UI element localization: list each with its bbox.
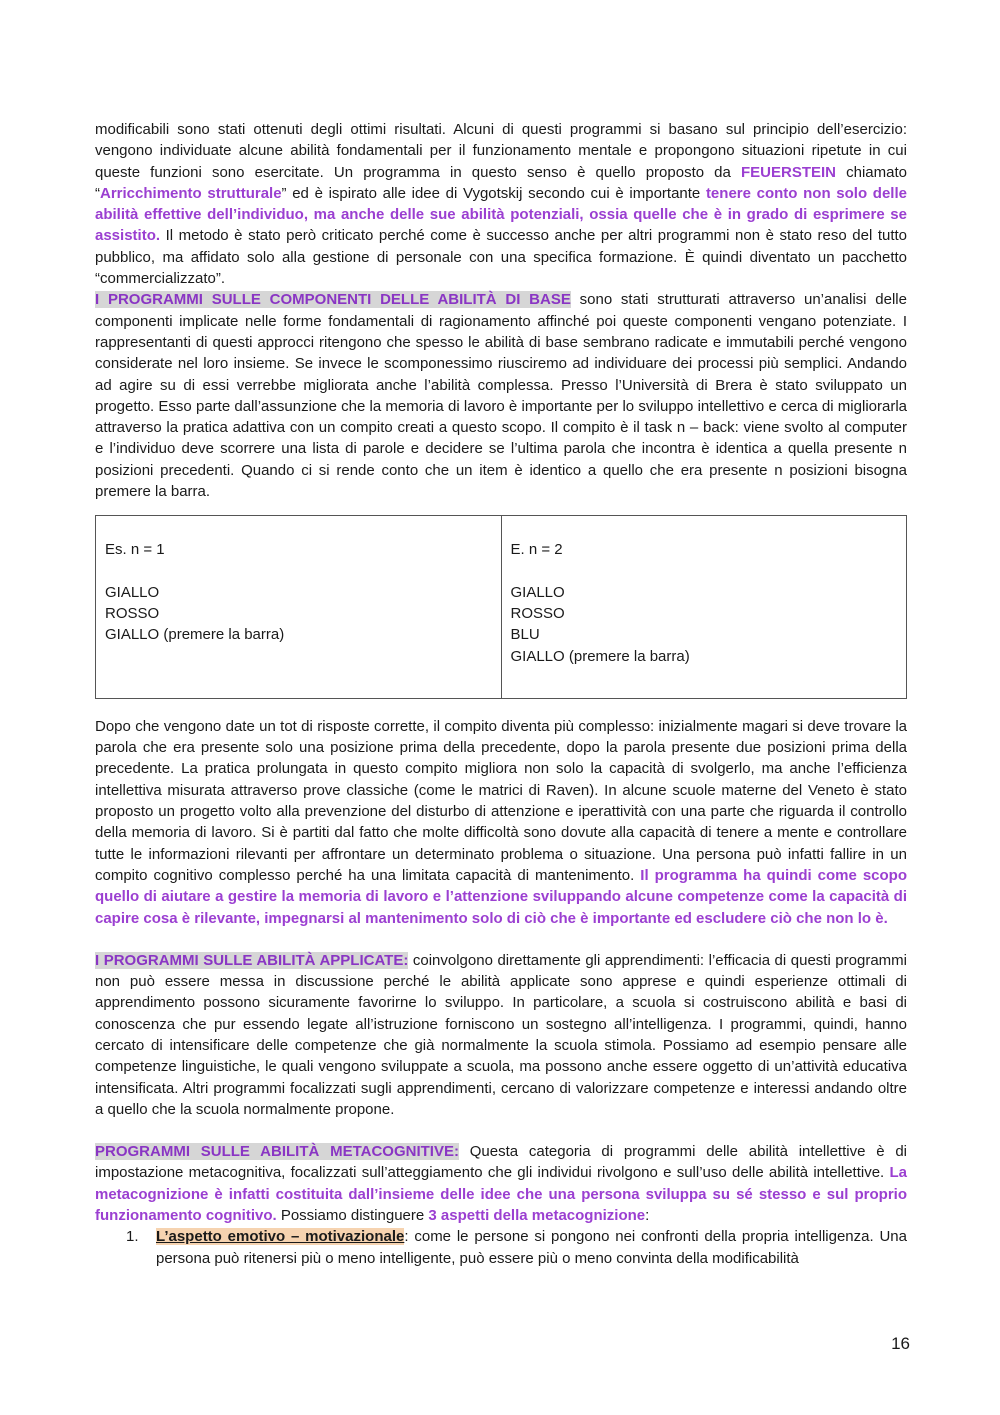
example-line: GIALLO (premere la barra) bbox=[105, 626, 285, 644]
example-cell-right bbox=[501, 516, 907, 698]
page-number: 16 bbox=[891, 1334, 910, 1353]
text: sono stati strutturati attraverso un’analisi delle componenti implicate nelle forme fondamentali di ragionamento affinché poi queste componenti vengano potenziate. I rappresentanti di questi approcci ritengono che spesso le abilità di base sembrano radicate e immutabili perché vengono considerate nel loro insieme. Se invece le scomponessimo riusciremo ad individuare dei processi più semplici. Andando ad agire su di essi verrebbe migliorata anche l’abilità complessa. Presso l’Università di Brera è stato sviluppato un progetto. Esso parte dall’assunzione che la memoria di lavoro è importante per lo sviluppo intellettivo e cerca di migliorarla attraverso la pratica adattiva con un compito creati a questo scopo. Il compito è il task n – back: viene svolto al computer e l’individuo deve scorrere una lista di parole e decidere se l’ultima parola che incontra è identica a quella presente n posizioni precedenti. Quando ci si rende conto che un item è identico a quello che era presente n posizioni bisogna premere la barra. bbox=[95, 291, 907, 501]
example-line: ROSSO bbox=[105, 604, 160, 622]
list-item bbox=[95, 1226, 907, 1269]
aspect-label: L’aspetto emotivo – motivazionale bbox=[156, 1228, 405, 1246]
example-title: E. n = 2 bbox=[510, 541, 563, 559]
text: coinvolgono direttamente gli apprendimenti: l’efficacia di questi programmi non può essere messa in discussione perché le abilità applicate sono apprese e quindi esperienze ottimali di apprendimento possono sicuramente favorirne lo sviluppo. In particolare, a scuola si costruiscono abilità e basi di conoscenza che pur essendo legate all’istruzione forniscono un sostegno all’intelligenza. I programmi, quindi, hanno cercato di intensificare delle competenze che già normalmente la scuola stimola. Possiamo ad esempio pensare alle competenze linguistiche, le quali vengono sviluppate a scuola, ma possono anche essere oggetto di un’attività educativa intensificata. Altri programmi focalizzati sugli apprendimenti, cercano di valorizzare competenze e interessi andando oltre a quello che la scuola normalmente propone. bbox=[95, 951, 907, 1118]
text: Il metodo è stato però criticato perché come è successo anche per altri programmi non è stato reso del tutto pubblico, ma affidato solo alla gestione di personale con una specifica formazione. È quindi diventato un pacchetto “commercializzato”. bbox=[95, 227, 907, 288]
text: : bbox=[645, 1207, 650, 1225]
highlighted-text: tenere conto non solo delle abilità effettive dell’individuo, ma anche delle sue abilità potenziali, ossia quelle che è in grado di esprimere se assistito. bbox=[95, 184, 907, 245]
text: Dopo che vengono date un tot di risposte corrette, il compito diventa più complesso: inizialmente magari si deve trovare la parola che era presente solo una posizione prima della precedente, dopo la parola presente due posizioni prima della precedente. La pratica prolungata in questo compito migliora non solo la capacità di svolgerlo, ma anche l’efficienza intellettiva misurata attraverso prove classiche (come le matrici di Raven). In alcune scuole materne del Veneto è stato proposto un progetto volto alla prevenzione del disturbo di attenzione e iperattività con una parte che riguarda il controllo della memoria di lavoro. Si è partiti dal fatto che molte difficoltà sono dovute alla capacità di tenere a mente e controllare tutte le informazioni rilevanti per affrontare un determinato problema o situazione. Una persona può infatti fallire in un compito cognitivo complesso perché ha una limitata capacità di mantenimento. bbox=[95, 717, 907, 884]
text: Questa categoria di programmi delle abilità intellettive è di impostazione metacognitiva, focalizzati sull’atteggiamento che gli individui rivolgono e sull’uso delle abilità intellettive. bbox=[95, 1143, 907, 1182]
paragraph-componenti bbox=[95, 289, 907, 502]
paragraph-metacognitive bbox=[95, 1141, 907, 1226]
section-heading: I PROGRAMMI SULLE COMPONENTI DELLE ABILITÀ DI BASE bbox=[95, 291, 571, 309]
text: modificabili sono stati ottenuti degli ottimi risultati. Alcuni di questi programmi si basano sul principio dell’esercizio: vengono individuate alcune abilità fondamentali per il funzionamento mentale e propongono situazioni ripetute in cui queste funzioni sono esercitate. Un programma in questo senso è quello proposto da bbox=[95, 121, 907, 181]
feuerstein-name: FEUERSTEIN bbox=[741, 163, 837, 181]
text: chiamato “ bbox=[95, 163, 907, 202]
example-title: Es. n = 1 bbox=[105, 541, 165, 559]
list-number: 1. bbox=[126, 1228, 139, 1246]
text: ” ed è ispirato alle idee di Vygotskij secondo cui è importante bbox=[281, 184, 706, 202]
example-line: GIALLO (premere la barra) bbox=[510, 647, 690, 665]
text: Possiamo distinguere bbox=[276, 1207, 429, 1225]
example-line: GIALLO bbox=[510, 583, 565, 601]
example-cell-left bbox=[96, 516, 502, 698]
document-page bbox=[95, 119, 907, 1269]
section-heading: PROGRAMMI SULLE ABILITÀ METACOGNITIVE: bbox=[95, 1143, 459, 1161]
highlighted-text: Il programma ha quindi come scopo quello di aiutare a gestire la memoria di lavoro e l’attenzione sviluppando alcune competenze come la capacità di capire cosa è rilevante, impegnarsi al mantenimento solo di ciò che è importante ed escludere ciò che non lo è. bbox=[95, 866, 908, 927]
paragraph-task bbox=[95, 716, 907, 929]
section-heading: I PROGRAMMI SULLE ABILITÀ APPLICATE: bbox=[95, 951, 409, 969]
highlighted-text: 3 aspetti della metacognizione bbox=[428, 1207, 646, 1225]
aspects-list bbox=[95, 1226, 907, 1269]
text: : come le persone si pongono nei confronti della propria intelligenza. Una persona può ritenersi più o meno intelligente, può essere più o meno convinta della modificabilità bbox=[156, 1228, 907, 1267]
example-table bbox=[95, 515, 907, 698]
program-name: Arricchimento strutturale bbox=[100, 184, 282, 202]
highlighted-text: La metacognizione è infatti costituita dall’insieme delle idee che una persona sviluppa su sé stesso e sul proprio funzionamento cognitivo. bbox=[95, 1164, 907, 1225]
paragraph-applicate bbox=[95, 950, 907, 1120]
example-line: BLU bbox=[510, 626, 540, 644]
example-line: ROSSO bbox=[510, 604, 565, 622]
paragraph-feuerstein bbox=[95, 119, 907, 289]
example-line: GIALLO bbox=[105, 583, 160, 601]
